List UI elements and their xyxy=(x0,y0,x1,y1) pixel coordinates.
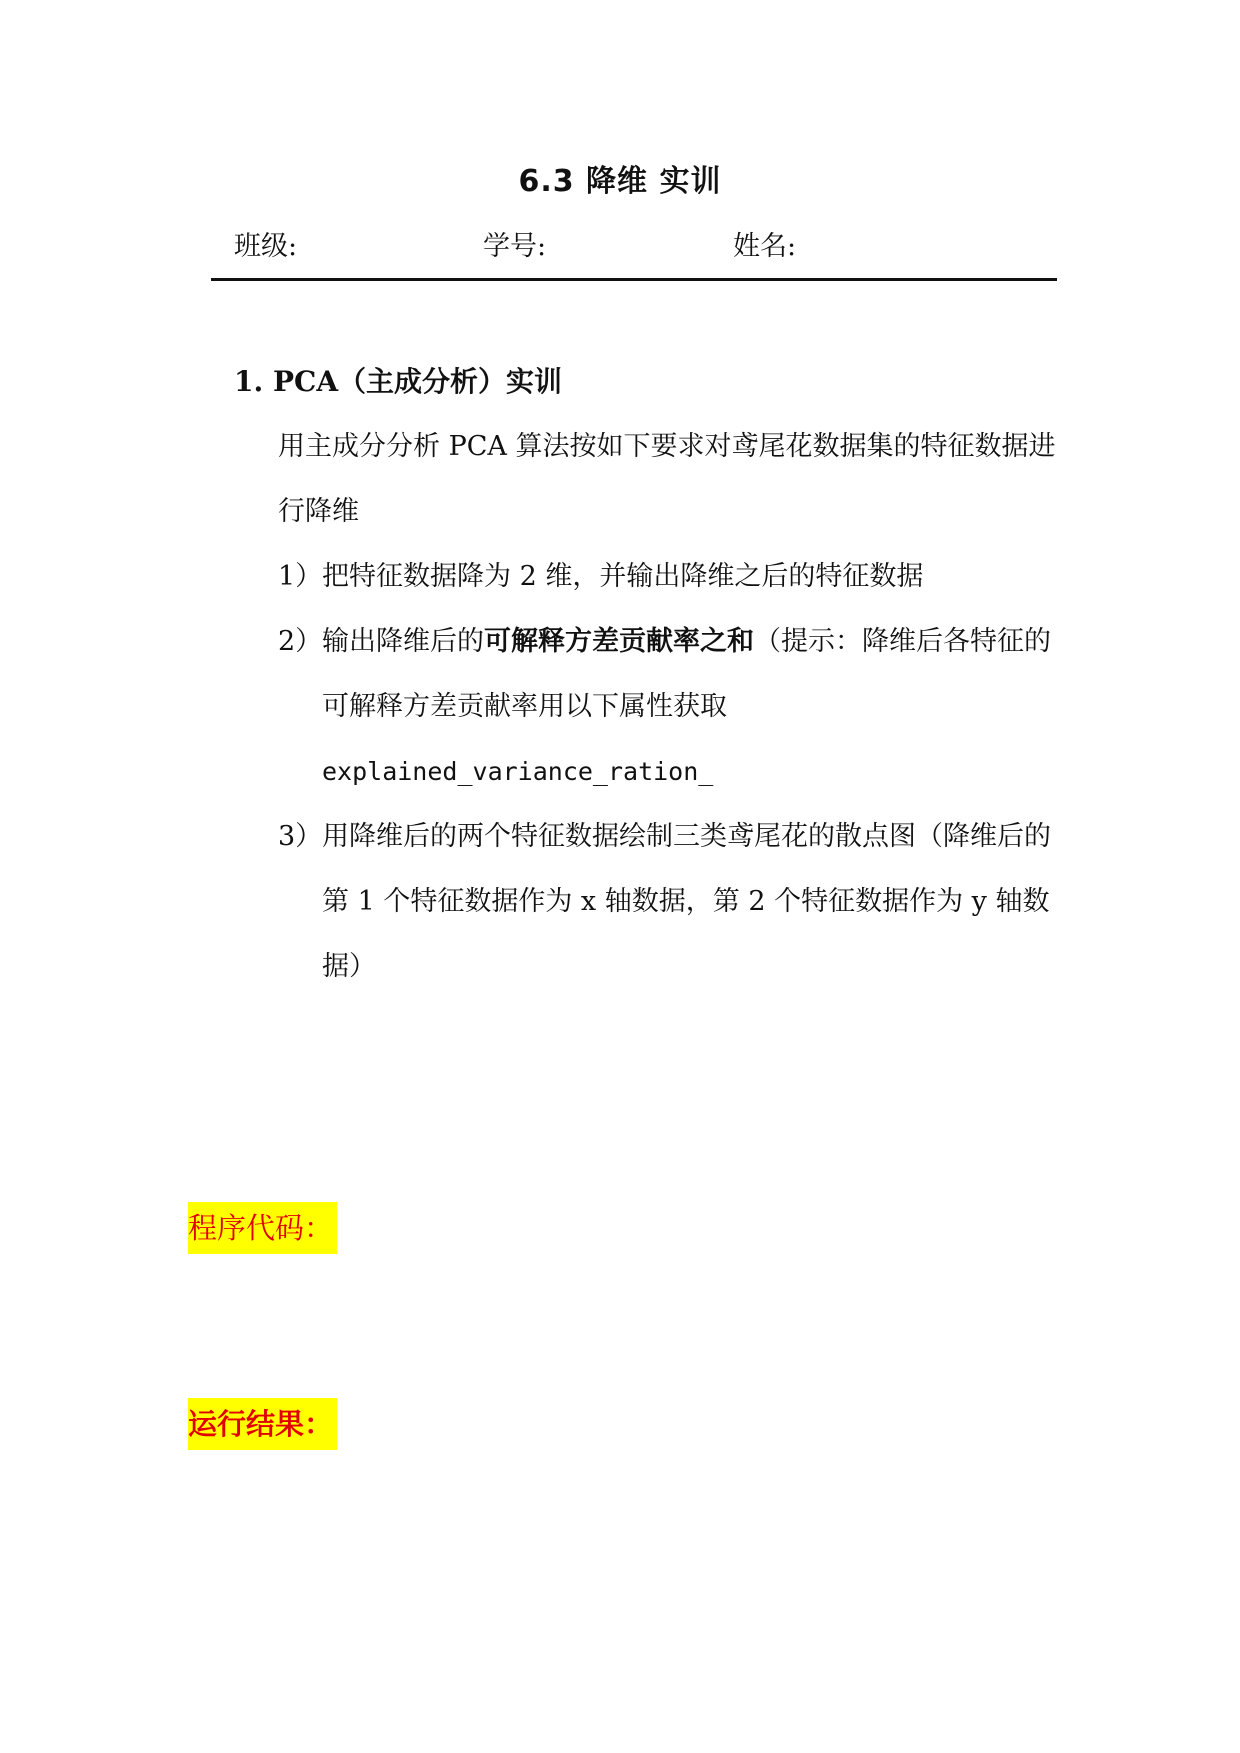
student-id-field-label: 学号: xyxy=(483,231,547,262)
list-item-text xyxy=(322,609,1068,804)
list-item xyxy=(278,804,1068,999)
list-item-number: 1） xyxy=(278,561,323,592)
list-item-number: 3） xyxy=(278,821,323,852)
list-item xyxy=(278,544,1068,609)
list-item-text-emphasis: 可解释方差贡献率之和 xyxy=(484,626,754,657)
list-item-text-end: （提示：降维后各特征的可解释方差贡献率用以下属性获取 xyxy=(322,626,1051,722)
class-field-label: 班级: xyxy=(234,231,298,262)
attribute-code: explained_variance_ration_ xyxy=(322,757,714,786)
list-item-text: 把特征数据降为 2 维，并输出降维之后的特征数据 xyxy=(322,561,924,592)
program-code-label: 程序代码： xyxy=(188,1202,337,1254)
section-intro: 用主成分分析 PCA 算法按如下要求对鸢尾花数据集的特征数据进行降维 xyxy=(278,431,1056,527)
name-field-label: 姓名: xyxy=(733,231,797,262)
list-item-text: 用降维后的两个特征数据绘制三类鸢尾花的散点图（降维后的第 1 个特征数据作为 x 轴数据，第 2 个特征数据作为 y 轴数据） xyxy=(322,821,1051,982)
header-divider xyxy=(211,278,1057,281)
page-title: 6.3 降维 实训 xyxy=(518,164,722,199)
section-heading: 1. PCA（主成分析）实训 xyxy=(234,365,563,398)
list-item xyxy=(278,609,1068,804)
run-result-label: 运行结果： xyxy=(188,1398,337,1450)
list-item-number: 2） xyxy=(278,626,323,657)
list-item-text-start: 输出降维后的 xyxy=(322,626,484,657)
